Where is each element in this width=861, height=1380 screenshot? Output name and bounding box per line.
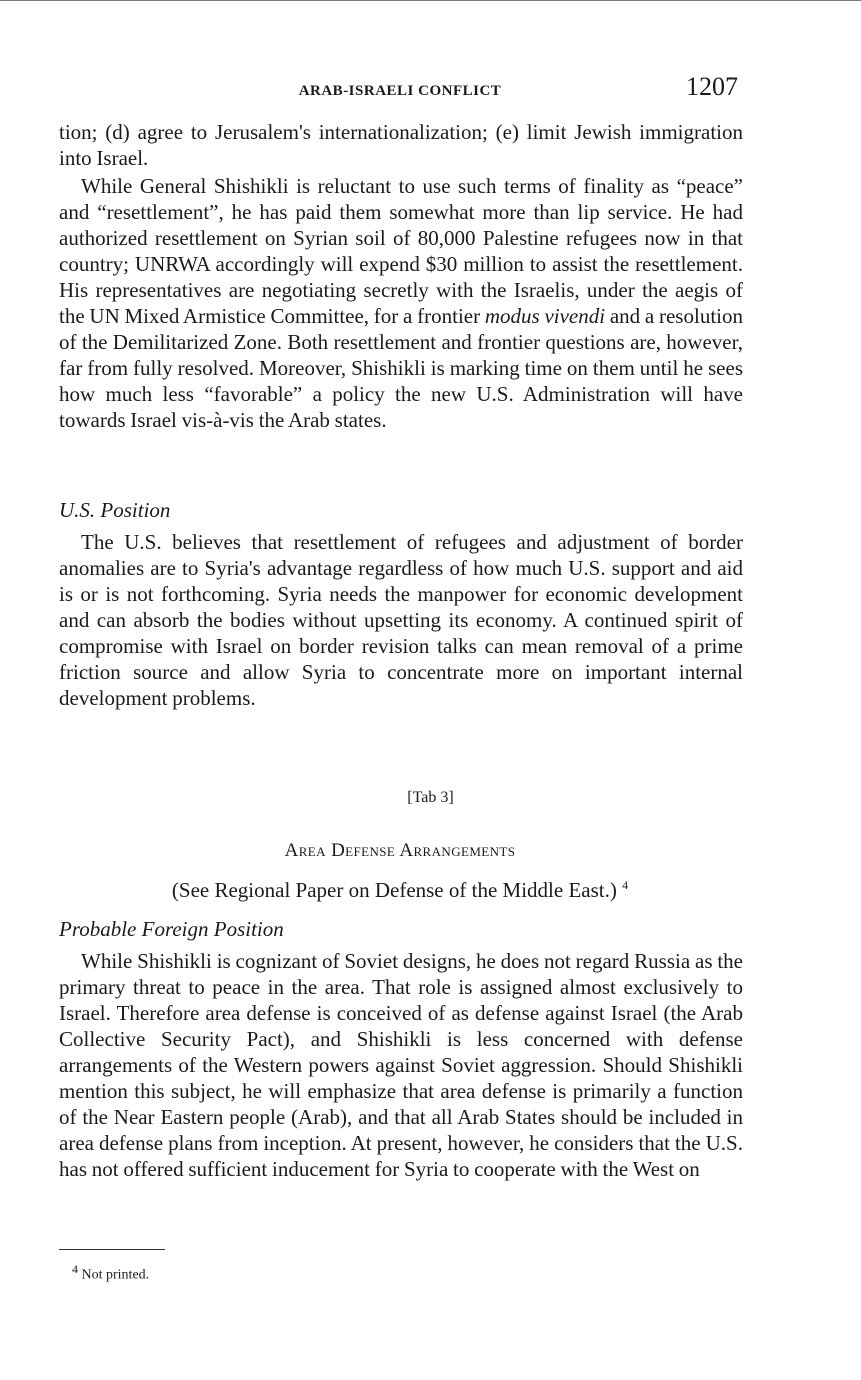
footnote-rule (59, 1249, 165, 1250)
shishikli-text-b: and a resolution of the Demilitarized Zone. Both resettlement and frontier questions are, however, far from fully resolved. Moreover, Shishikli is marking time on them until he sees how much less “favorable” a policy the new U.S. Administration will have towards Israel vis-à-vis the Arab states. (59, 304, 743, 432)
modus-vivendi-term: modus vivendi (484, 304, 606, 328)
shishikli-paragraph (59, 173, 743, 433)
page-number: 1207 (686, 72, 738, 101)
shishikli-text (59, 173, 743, 433)
section-title: Area Defense Arrangements (284, 840, 516, 861)
probable-foreign-paragraph (59, 948, 743, 1182)
probable-foreign-text: While Shishikli is cognizant of Soviet designs, he does not regard Russia as the primary threat to peace in the area. That role is assigned almost exclusively to Israel. Therefore area defense is conceived of as defense against Israel (the Arab Collective Security Pact), and Shishikli is less concerned with defense arrangements of the Western powers against Soviet aggression. Should Shishikli mention this subject, he will emphasize that area defense is primarily a function of the Near Eastern people (Arab), and that all Arab States should be included in area defense plans from inception. At present, however, he considers that the U.S. has not offered sufficient inducement for Syria to cooperate with the West on (59, 949, 743, 1181)
shishikli-text-a: While General Shishikli is reluctant to use such terms of finality as “peace” and “resettlement”, he has paid them somewhat more than lip service. He had authorized resettlement on Syrian soil of 80,000 Palestine refugees now in that country; UNRWA accordingly will expend $30 million to assist the resettlement. His representatives are negotiating secretly with the Israelis, under the aegis of the UN Mixed Armistice Committee, for a frontier (59, 174, 743, 328)
top-rule (0, 0, 861, 1)
continuation-text: tion; (d) agree to Jerusalem's internationalization; (e) limit Jewish immigration into Israel. (59, 120, 743, 170)
footnote-reference: 4 (622, 878, 629, 892)
see-regional-note (0, 878, 800, 903)
footnote-text: Not printed. (81, 1267, 150, 1283)
tab-label: [Tab 3] (407, 789, 454, 806)
us-position-paragraph (59, 529, 743, 711)
running-head: ARAB-ISRAELI CONFLICT (298, 83, 502, 99)
us-position-text: The U.S. believes that resettlement of refugees and adjustment of border anomalies are to Syria's advantage regardless of how much U.S. support and aid is or is not forthcoming. Syria needs the manpower for economic development and can absorb the bodies without upsetting its economy. A continued spirit of compromise with Israel on border revision talks can mean removal of a prime friction source and allow Syria to concentrate more on important internal development problems. (59, 530, 743, 710)
see-regional-text: (See Regional Paper on Defense of the Middle East.) (171, 878, 617, 902)
footnote (72, 1262, 149, 1284)
probable-foreign-heading: Probable Foreign Position (59, 917, 284, 941)
us-position-heading: U.S. Position (59, 498, 171, 522)
continuation-paragraph (59, 119, 743, 171)
footnote-number: 4 (72, 1262, 78, 1276)
